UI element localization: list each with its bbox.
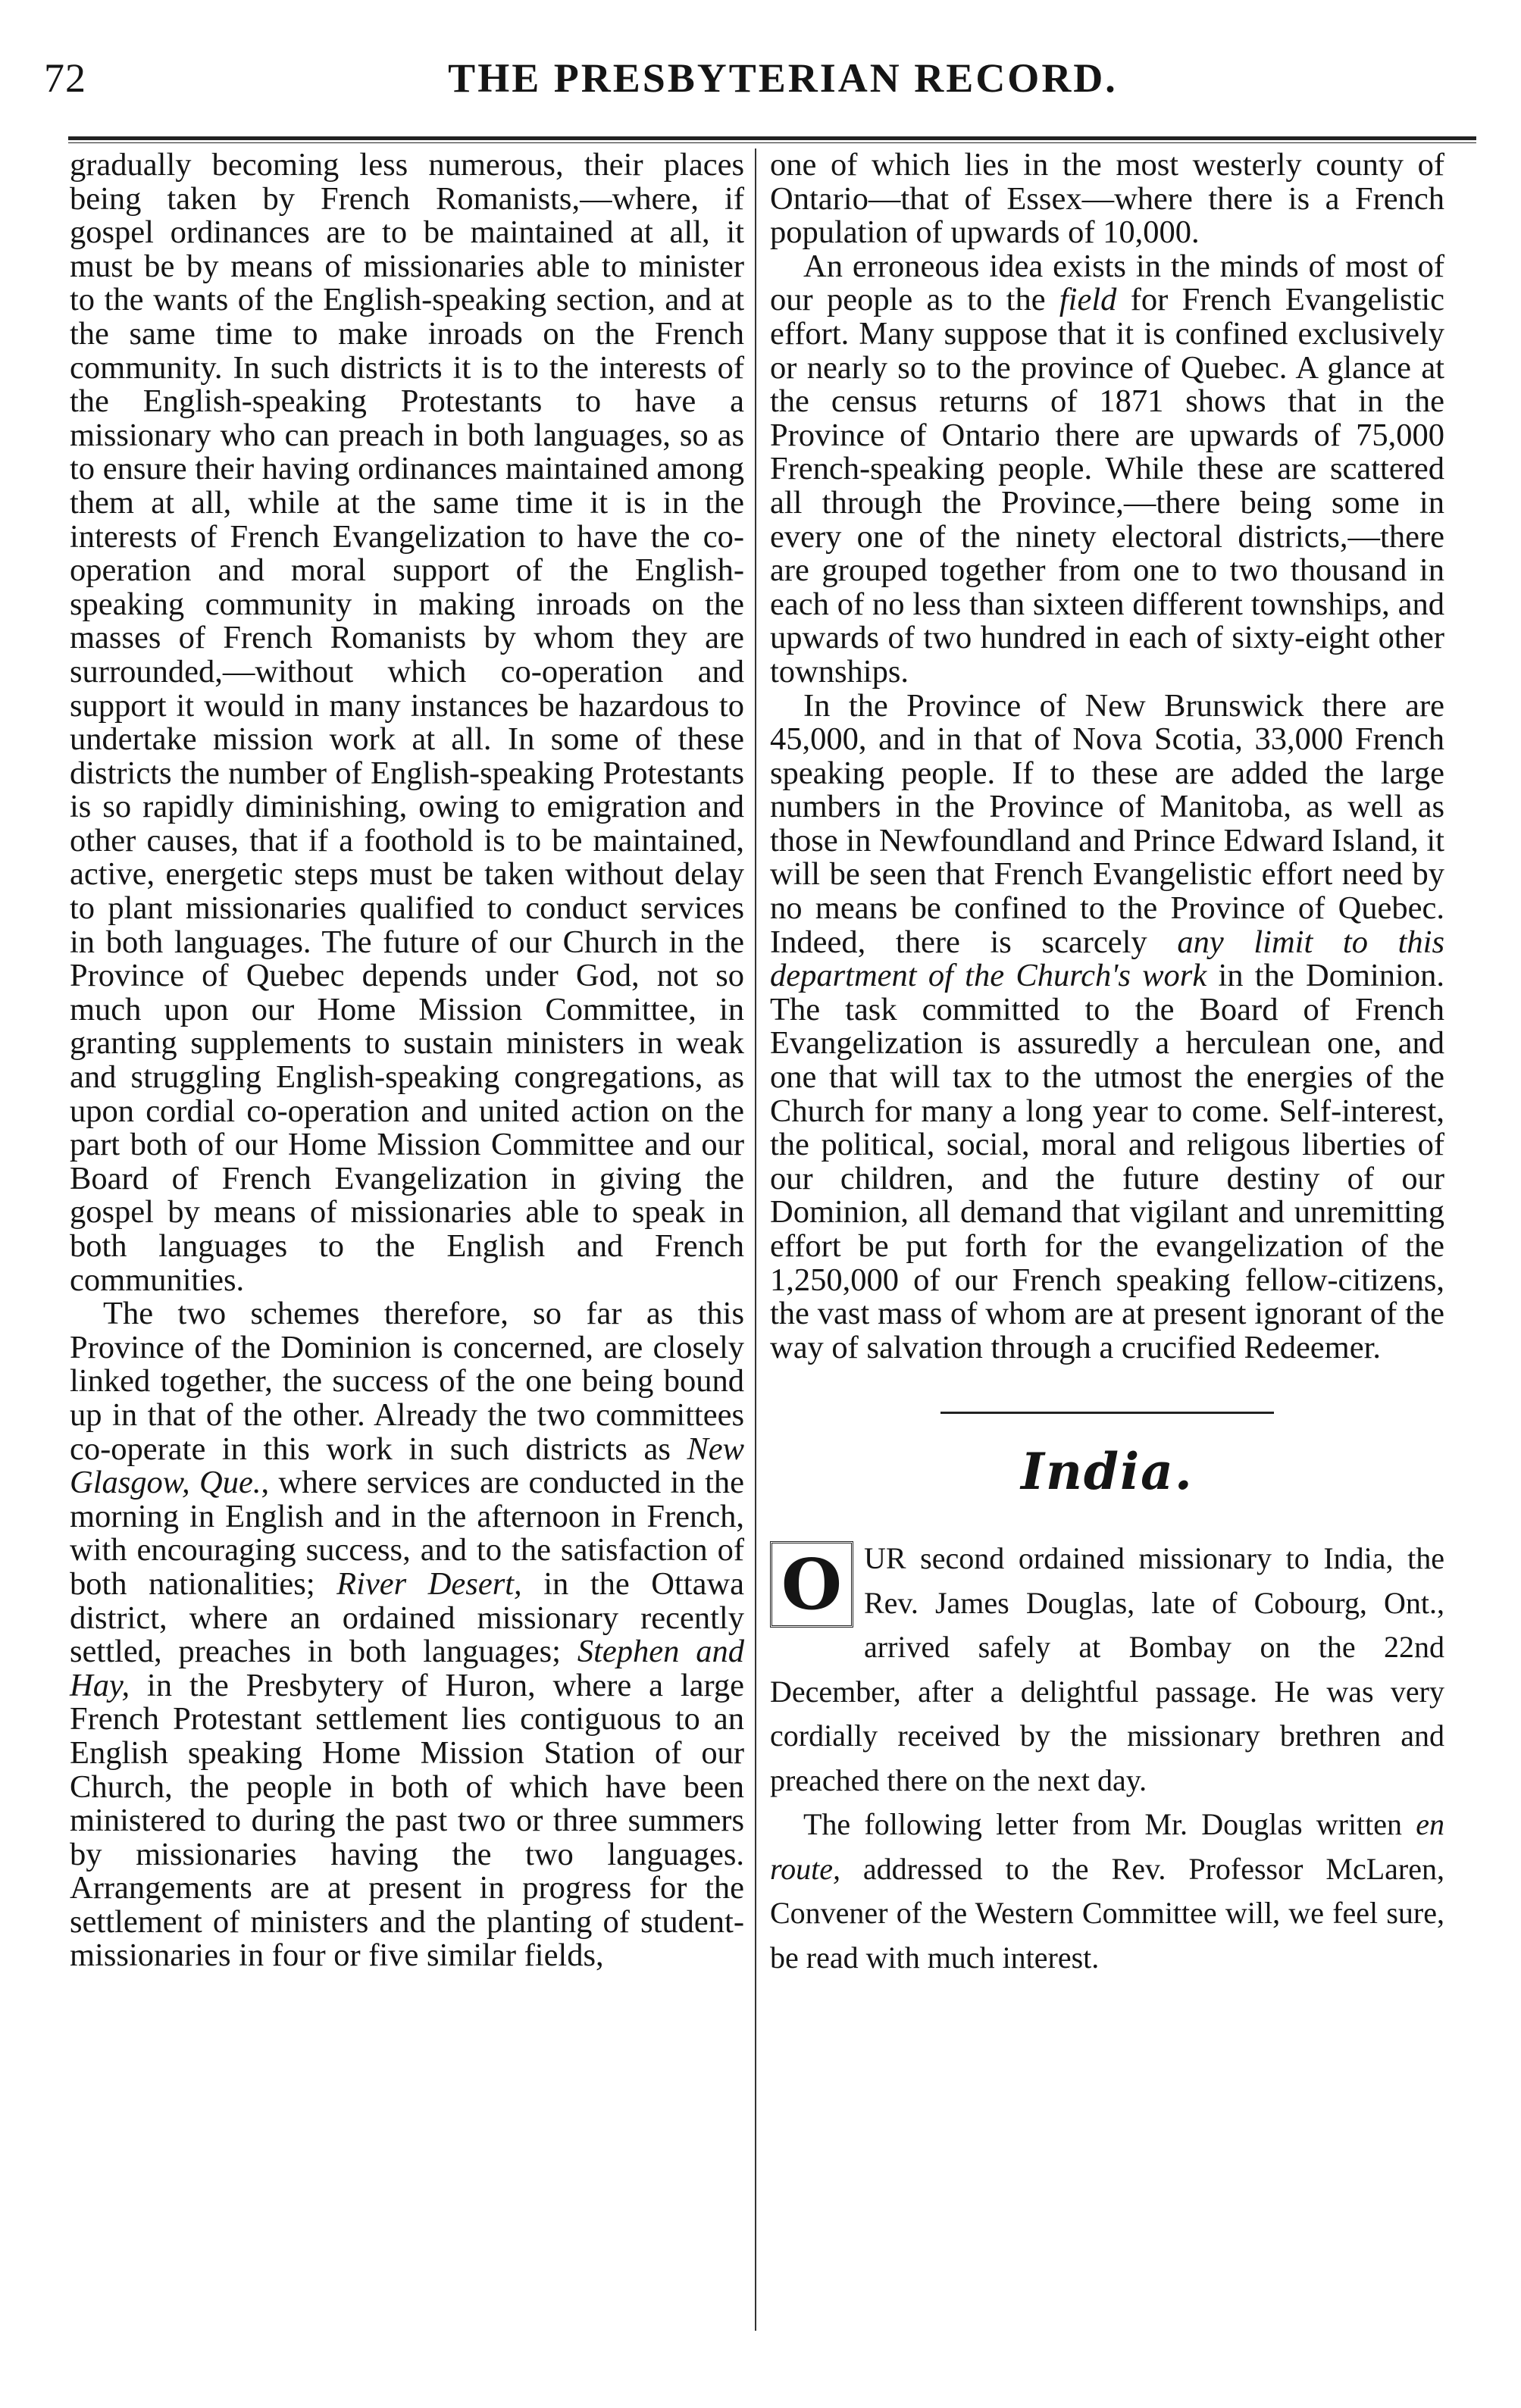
india-p2-text-a: The following letter from Mr. Douglas written (803, 1807, 1416, 1842)
column-divider (755, 149, 756, 2331)
right-p3-text-a: In the Province of New Brunswick there are 45,000, and in that of Nova Scotia, 33,000 French speaking people. If to these are added the large numbers in the Province of Manitoba, as well as those in Newfoundland and Prince Edward Island, it will be seen that French Evangelistic effort need by no means be confined to the Province of Quebec. Indeed, there is scarcely (770, 687, 1444, 960)
left-p2-text-a: The two schemes therefore, so far as this Province of the Dominion is concerned, are closely linked together, the success of the one being bound up in that of the other. Already the two committees co-operate in this work in such districts as (70, 1296, 744, 1467)
left-p2-text-d: in the Presbytery of Huron, where a large French Protestant settlement lies contiguous to an English speaking Home Mission Station of our Church, the people in both of which have been ministered to during the past two or three summers by missionaries having the two languages. Arrangements are at present in progress for the settlement of ministers and the planting of student-missionaries in four or five similar fields, (70, 1667, 744, 1974)
place-stephen-and-hay: Stephen and Hay, (70, 1634, 744, 1703)
india-p2-text-b: addressed to the Rev. Professor McLaren, Convener of the Western Committee will, we feel sure, be read with much interest. (770, 1851, 1444, 1975)
right-p2-text-b: for French Evangelistic effort. Many suppose that it is confined exclusively or nearly so to the province of Quebec. A glance at the census returns of 1871 shows that in the Province of Ontario there are upwards of 75,000 French-speaking people. While these are scattered all through the Province,—there being some in every one of the ninety electoral districts,—there are grouped together from one to two thousand in each of no less than sixteen different townships, and upwards of two hundred in each of sixty-eight other townships. (770, 282, 1444, 690)
page-header (44, 47, 1476, 115)
header-rule-thin (68, 142, 1476, 143)
page-number: 72 (44, 55, 86, 101)
drop-cap: O (770, 1541, 853, 1628)
emphasis-department: any limit to this department of the Church's work (770, 924, 1445, 994)
india-paragraph-1 (770, 1537, 1444, 1803)
left-column (70, 149, 744, 1973)
left-p2-text-c: in the Ottawa district, where an ordained missionary recently settled, preaches in both languages; (70, 1565, 745, 1670)
section-divider (940, 1412, 1274, 1414)
india-paragraph-2 (770, 1803, 1444, 1980)
emphasis-field: field (1059, 282, 1117, 318)
right-paragraph-3 (770, 687, 1445, 1365)
right-p2-text-a: An erroneous idea exists in the minds of most of our people as to the (770, 248, 1444, 318)
right-p3-text-b: in the Dominion. The task committed to the Board of French Evangelization is assuredly a herculean one, and one that will tax to the utmost the energies of the Church for many a long year to come. Self-interest, the political, social, moral and religous liberties of our children, and the future destiny of our Dominion, all demand that vigilant and unremitting effort be put forth for the evangelization of the 1,250,000 of our French speaking fellow-citizens, the vast mass of whom are at present ignorant of the way of salvation through a crucified Redeemer. (770, 958, 1444, 1365)
place-new-glasgow: New Glasgow, Que. (70, 1431, 744, 1501)
running-title: THE PRESBYTERIAN RECORD. (448, 55, 1118, 101)
header-rule (68, 136, 1476, 140)
emphasis-en-route: en route, (770, 1807, 1444, 1886)
left-p2-text-b: , where services are conducted in the morning in English and in the afternoon in French, with encouraging success, and to the satisfaction of both nationalities; (70, 1465, 744, 1602)
place-river-desert: River Desert, (336, 1565, 522, 1602)
left-paragraph-1: gradually becoming less numerous, their places being taken by French Romanists,—where, if gospel ordinances are to be maintained at all, it must be by means of missionaries able to minister to the wants of the English-speaking section, and at the same time to make inroads on the French community. In such districts it is to the interests of the English-speaking Protestants to have a missionary who can preach in both languages, so as to ensure their having ordinances maintained among them at all, while at the same time it is in the interests of French Evangelization to have the co-operation and moral support of the English-speaking community in making inroads on the masses of French Romanists by whom they are surrounded,—without which co-operation and support it would in many instances be hazardous to undertake mission work at all. In some of these districts the number of English-speaking Protestants is so rapidly diminishing, owing to emigration and other causes, that if a foothold is to be maintained, active, energetic steps must be taken without delay to plant missionaries qualified to conduct services in both languages. The future of our Church in the Province of Quebec depends under God, not so much upon our Home Mission Committee, in granting supplements to sustain ministers in weak and struggling English-speaking congregations, as upon cordial co-operation and united action on the part both of our Home Mission Committee and our Board of French Evangelization in giving the gospel by means of missionaries able to speak in both languages to the English and French communities. (70, 147, 744, 1298)
right-column (770, 149, 1444, 1980)
right-paragraph-2 (770, 250, 1444, 690)
india-p1-text: UR second ordained missionary to India, the Rev. James Douglas, late of Cobourg, Ont., arrived safely at Bombay on the 22nd December, after a delightful passage. He was very cordially received by the missionary brethren and preached there on the next day. (770, 1541, 1444, 1797)
right-paragraph-1: one of which lies in the most westerly county of Ontario—that of Essex—where there is a French population of upwards of 10,000. (770, 147, 1444, 251)
left-paragraph-2 (70, 1297, 744, 1973)
section-heading-india: India. (1021, 1442, 1194, 1502)
